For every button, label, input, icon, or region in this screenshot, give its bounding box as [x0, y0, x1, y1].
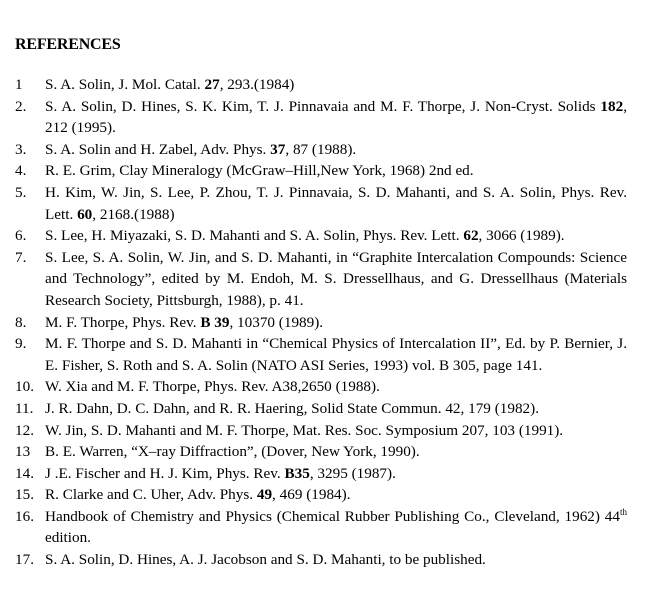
- reference-number: 13: [15, 443, 31, 461]
- reference-text-segment: S. A. Solin and H. Zabel, Adv. Phys.: [45, 140, 271, 158]
- reference-item: [15, 96, 627, 139]
- reference-text: [45, 400, 539, 417]
- reference-text-segment: H. Kim, W. Jin, S. Lee, P. Zhou, T. J. Pinnavaia, S. D. Mahanti, and S. A. Solin, Phys. Rev. Lett.: [45, 183, 627, 223]
- reference-text: [45, 76, 294, 93]
- reference-volume: 49: [256, 486, 273, 504]
- reference-item: [15, 160, 627, 182]
- reference-item: [15, 398, 627, 420]
- reference-item: [15, 182, 627, 225]
- references-list: [15, 74, 627, 571]
- reference-text: [45, 314, 323, 331]
- references-heading: REFERENCES: [15, 36, 121, 53]
- reference-number: 11.: [15, 399, 34, 417]
- reference-item: [15, 74, 627, 96]
- reference-number: 7.: [15, 248, 27, 266]
- reference-number: 8.: [15, 313, 27, 331]
- reference-text: [45, 486, 351, 503]
- reference-volume: 60: [77, 205, 93, 223]
- reference-number: 9.: [15, 335, 27, 353]
- reference-text-segment: S. Lee, S. A. Solin, W. Jin, and S. D. Mahanti, in “Graphite Intercalation Compounds: Science and Technology”, edited by M. Endoh, M. S. Dressellhaus, and G. Dressellhaus (Materials Research Society, Pittsburgh, 1988), p. 41.: [45, 248, 627, 309]
- reference-volume: B35: [284, 464, 310, 482]
- reference-text: [45, 443, 420, 460]
- reference-text-segment: , 293.(1984): [219, 76, 295, 93]
- reference-text-segment: W. Xia and M. F. Thorpe, Phys. Rev. A38,2650 (1988).: [45, 378, 380, 396]
- reference-text-segment: , 3295 (1987).: [309, 464, 396, 482]
- reference-text-segment: , 212 (1995).: [45, 97, 627, 137]
- reference-number: 2.: [15, 97, 27, 115]
- reference-volume: 62: [463, 227, 479, 245]
- reference-text: [45, 335, 627, 374]
- reference-text-segment: S. A. Solin, D. Hines, A. J. Jacobson and S. D. Mahanti, to be published.: [45, 551, 486, 569]
- reference-text-segment: , 2168.(1988): [92, 205, 175, 223]
- reference-text: [45, 465, 396, 482]
- reference-text-segment: edition.: [45, 529, 91, 547]
- reference-item: [15, 225, 627, 247]
- reference-text-segment: , 87 (1988).: [285, 140, 357, 158]
- reference-text: [45, 422, 563, 439]
- reference-item: [15, 506, 627, 549]
- reference-text-segment: B. E. Warren, “X–ray Diffraction”, (Dover, New York, 1990).: [45, 443, 420, 461]
- reference-superscript: th: [619, 506, 627, 517]
- reference-text-segment: M. F. Thorpe, Phys. Rev.: [45, 313, 201, 331]
- reference-volume: B 39: [200, 313, 230, 331]
- reference-item: [15, 463, 627, 485]
- reference-text-segment: S. A. Solin, D. Hines, S. K. Kim, T. J. Pinnavaia and M. F. Thorpe, J. Non-Cryst. Solids: [45, 97, 601, 115]
- reference-volume: 37: [270, 140, 286, 158]
- reference-item: [15, 484, 627, 506]
- reference-number: 3.: [15, 140, 27, 158]
- reference-text-segment: M. F. Thorpe and S. D. Mahanti in “Chemical Physics of Intercalation II”, Ed. by P. Bernier, J. E. Fisher, S. Roth and S. A. Solin (NATO ASI Series, 1993) vol. B 305, page 141.: [45, 335, 627, 374]
- reference-text-segment: , 10370 (1989).: [229, 313, 324, 331]
- reference-number: 4.: [15, 162, 27, 180]
- reference-item: [15, 376, 627, 398]
- reference-text: [45, 184, 627, 223]
- reference-text-segment: R. E. Grim, Clay Mineralogy (McGraw–Hill,New York, 1968) 2nd ed.: [45, 162, 474, 180]
- reference-text: [45, 227, 565, 244]
- reference-text: [45, 162, 474, 179]
- reference-text: [45, 551, 486, 568]
- reference-number: 10.: [15, 378, 34, 396]
- reference-text-segment: R. Clarke and C. Uher, Adv. Phys.: [45, 486, 257, 504]
- reference-number: 16.: [15, 507, 34, 525]
- reference-item: [15, 420, 627, 442]
- reference-text-segment: S. Lee, H. Miyazaki, S. D. Mahanti and S. A. Solin, Phys. Rev. Lett.: [45, 227, 464, 245]
- reference-text: [45, 378, 380, 395]
- references-page: [15, 34, 627, 571]
- reference-item: [15, 247, 627, 312]
- reference-volume: 182: [600, 97, 624, 115]
- reference-number: 5.: [15, 183, 27, 201]
- reference-number: 17.: [15, 551, 34, 569]
- reference-text: [45, 141, 356, 158]
- reference-text-segment: , 3066 (1989).: [478, 227, 565, 245]
- reference-item: [15, 441, 627, 463]
- reference-text: [45, 249, 627, 309]
- reference-number: 14.: [15, 464, 34, 482]
- reference-item: [15, 333, 627, 376]
- reference-number: 6.: [15, 227, 27, 245]
- reference-text-segment: J. R. Dahn, D. C. Dahn, and R. R. Haering, Solid State Commun. 42, 179 (1982).: [45, 399, 539, 417]
- reference-text: [45, 508, 627, 547]
- reference-text-segment: S. A. Solin, J. Mol. Catal.: [45, 76, 205, 93]
- reference-text-segment: Handbook of Chemistry and Physics (Chemical Rubber Publishing Co., Cleveland, 1962) 44: [45, 507, 620, 525]
- reference-text-segment: J .E. Fischer and H. J. Kim, Phys. Rev.: [45, 464, 285, 482]
- reference-number: 12.: [15, 421, 34, 439]
- reference-text-segment: , 469 (1984).: [272, 486, 351, 504]
- reference-text-segment: W. Jin, S. D. Mahanti and M. F. Thorpe, Mat. Res. Soc. Symposium 207, 103 (1991).: [45, 421, 564, 439]
- reference-volume: 27: [204, 76, 220, 93]
- reference-item: [15, 139, 627, 161]
- reference-number: 15.: [15, 486, 34, 504]
- reference-item: [15, 549, 627, 571]
- reference-text: [45, 98, 627, 137]
- reference-item: [15, 312, 627, 334]
- reference-number: 1: [15, 76, 23, 93]
